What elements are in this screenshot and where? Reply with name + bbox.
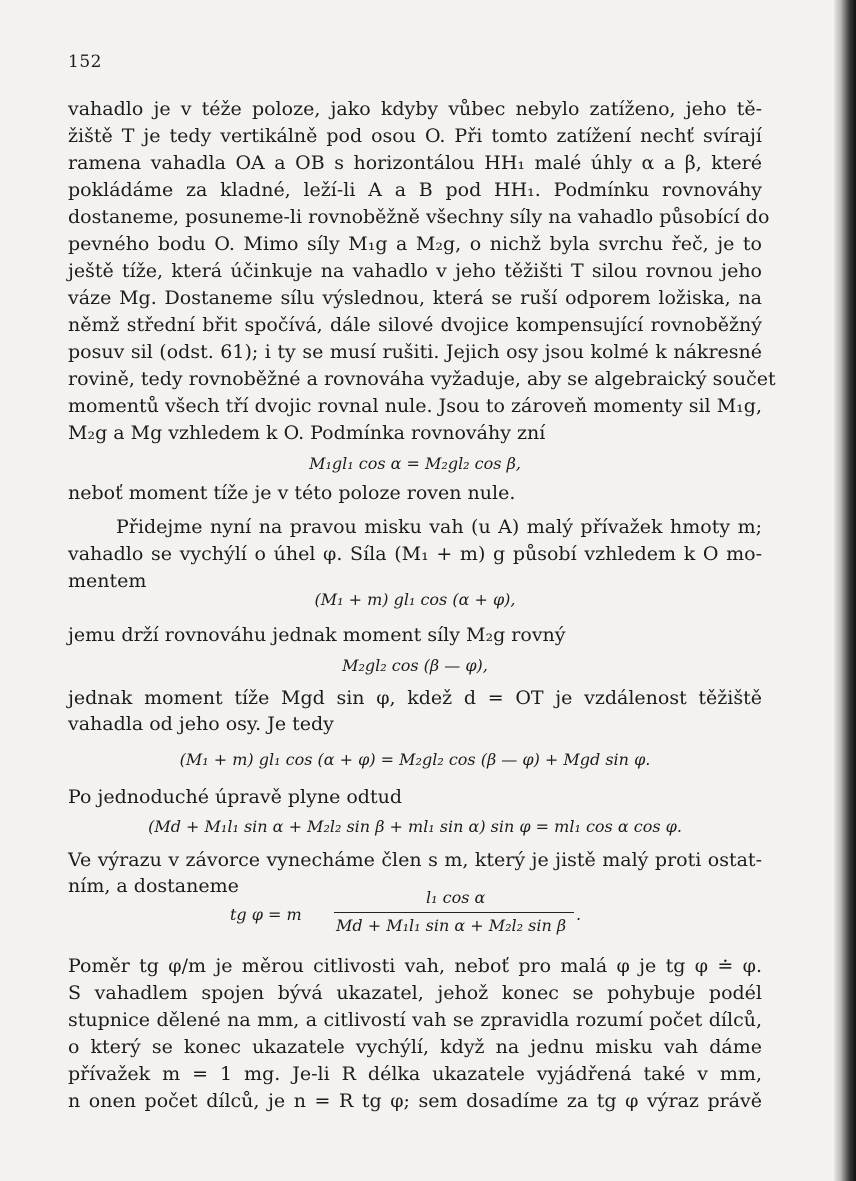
page-number: 152 [68, 52, 102, 72]
text-line: ještě tíže, která účinkuje na vahadlo v jeho těžišti T silou rovnou jeho [68, 260, 762, 282]
text-line: n onen počet dílců, je n = R tg φ; sem dosadíme za tg φ výraz právě [68, 1090, 762, 1112]
text-line: S vahadlem spojen bývá ukazatel, jehož konec se pohybuje podél [68, 982, 762, 1004]
equation-simplified: (Md + M₁l₁ sin α + M₂l₂ sin β + ml₁ sin α) sin φ = ml₁ cos α cos φ. [148, 817, 682, 836]
text-line: Ve výrazu v závorce vynecháme člen s m, který je jistě malý proti ostat- [68, 849, 762, 871]
text-line: vahadla od jeho osy. Je tedy [68, 713, 334, 735]
text-line: jemu drží rovnováhu jednak moment síly M₂g rovný [68, 624, 566, 646]
book-binding-edge [834, 0, 856, 1181]
paragraph-start-line: Přidejme nyní na pravou misku vah (u A) malý přívažek hmoty m; [116, 516, 762, 538]
fraction-numerator: l₁ cos α [426, 888, 486, 907]
text-line: jednak moment tíže Mgd sin φ, kdež d = OT je vzdálenost těžiště [68, 687, 762, 709]
text-line: Poměr tg φ/m je měrou citlivosti vah, neboť pro malá φ je tg φ ≐ φ. [68, 955, 762, 977]
text-line: rovině, tedy rovnoběžné a rovnováha vyžaduje, aby se algebraický součet [68, 368, 776, 390]
text-line: přívažek m = 1 mg. Je-li R délka ukazatele vyjádřená také v mm, [68, 1063, 762, 1085]
text-line: vahadlo se vychýlí o úhel φ. Síla (M₁ + m) g působí vzhledem k O mo- [68, 543, 762, 565]
text-line: němž střední břit spočívá, dále silové dvojice kompensující rovnoběžný [68, 314, 762, 336]
text-line: ním, a dostaneme [68, 875, 239, 897]
fraction-lhs: tg φ = m [230, 905, 302, 924]
text-line: stupnice dělené na mm, a citlivostí vah se zpravidla rozumí počet dílců, [68, 1009, 762, 1031]
text-line: pevného bodu O. Mimo síly M₁g a M₂g, o nichž byla svrchu řeč, je to [68, 233, 762, 255]
text-line: dostaneme, posuneme-li rovnoběžně všechny síly na vahadlo působící do [68, 206, 770, 228]
equation-equilibrium: M₁gl₁ cos α = M₂gl₂ cos β, [309, 454, 521, 473]
text-line: váze Mg. Dostaneme sílu výslednou, která se ruší odporem ložiska, na [68, 287, 762, 309]
equation-moment: (M₁ + m) gl₁ cos (α + φ), [314, 590, 516, 609]
text-line: žiště T je tedy vertikálně pod osou O. Při tomto zatížení nechť svírají [68, 125, 762, 147]
text-line: pokládáme za kladné, leží-li A a B pod HH₁. Podmínku rovnováhy [68, 179, 762, 201]
text-line: o který se konec ukazatele vychýlí, když na jednu misku vah dáme [68, 1036, 762, 1058]
text-line: M₂g a Mg vzhledem k O. Podmínka rovnováhy zní [68, 422, 546, 444]
equation-balance: (M₁ + m) gl₁ cos (α + φ) = M₂gl₂ cos (β — φ) + Mgd sin φ. [179, 750, 651, 769]
text-line: posuv sil (odst. 61); i ty se musí rušiti. Jejich osy jsou kolmé k nákresné [68, 341, 762, 363]
text-line: mentem [68, 570, 147, 592]
equation-moment-m2: M₂gl₂ cos (β — φ), [342, 656, 488, 675]
text-line: Po jednoduché úpravě plyne odtud [68, 786, 402, 808]
equation-tangent-fraction [230, 888, 590, 948]
text-line: momentů všech tří dvojic rovnal nule. Jsou to zároveň momenty sil M₁g, [68, 395, 762, 417]
text-line: ramena vahadla OA a OB s horizontálou HH₁ malé úhly α a β, které [68, 152, 762, 174]
fraction-end-mark: . [576, 905, 582, 924]
fraction-bar [334, 912, 574, 913]
fraction-denominator: Md + M₁l₁ sin α + M₂l₂ sin β [336, 916, 567, 935]
text-line: vahadlo je v téže poloze, jako kdyby vůbec nebylo zatíženo, jeho tě- [68, 98, 762, 120]
text-line: neboť moment tíže je v této poloze roven nule. [68, 482, 516, 504]
